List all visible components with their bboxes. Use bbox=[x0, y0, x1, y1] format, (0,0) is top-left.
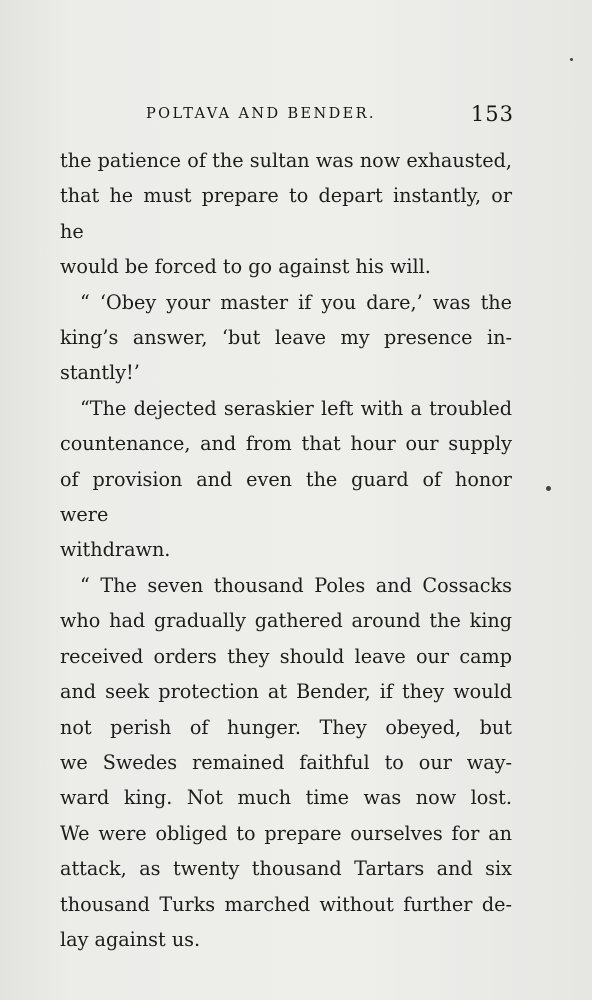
text-line: would be forced to go against his will. bbox=[60, 255, 431, 279]
text-line: not perish of hunger. They obeyed, but bbox=[60, 715, 512, 739]
paragraph bbox=[60, 568, 512, 957]
body-text bbox=[60, 143, 512, 957]
text-line: We were obliged to prepare ourselves for an bbox=[60, 821, 512, 845]
running-head: POLTAVA AND BENDER. bbox=[146, 106, 376, 122]
paragraph bbox=[60, 143, 512, 285]
text-line: who had gradually gathered around the king bbox=[60, 609, 512, 633]
text-line: “ ‘Obey your master if you dare,’ was the bbox=[80, 290, 512, 314]
ink-speck bbox=[546, 486, 551, 491]
text-line: withdrawn. bbox=[60, 538, 171, 562]
text-line: “ The seven thousand Poles and Cossacks bbox=[80, 573, 512, 597]
text-line: thousand Turks marched without further de- bbox=[60, 892, 512, 916]
text-line: and seek protection at Bender, if they would bbox=[60, 680, 512, 704]
page-header bbox=[60, 104, 520, 130]
text-line: that he must prepare to depart instantly, or he bbox=[60, 184, 512, 243]
text-line: we Swedes remained faithful to our way- bbox=[60, 750, 512, 774]
paragraph bbox=[60, 285, 512, 391]
paragraph bbox=[60, 391, 512, 568]
text-line: received orders they should leave our camp bbox=[60, 644, 512, 668]
ink-speck bbox=[570, 58, 573, 61]
text-line: lay against us. bbox=[60, 927, 201, 951]
text-line: king’s answer, ‘but leave my presence in- bbox=[60, 326, 512, 350]
text-line: the patience of the sultan was now exhausted, bbox=[60, 149, 512, 172]
text-line: attack, as twenty thousand Tartars and six bbox=[60, 857, 512, 881]
text-line: “The dejected seraskier left with a troubled bbox=[80, 396, 512, 420]
page-number: 153 bbox=[470, 102, 514, 126]
text-line: stantly!’ bbox=[60, 361, 140, 385]
text-line: of provision and even the guard of honor were bbox=[60, 467, 512, 527]
text-line: ward king. Not much time was now lost. bbox=[60, 786, 512, 810]
text-line: countenance, and from that hour our supply bbox=[60, 432, 512, 456]
